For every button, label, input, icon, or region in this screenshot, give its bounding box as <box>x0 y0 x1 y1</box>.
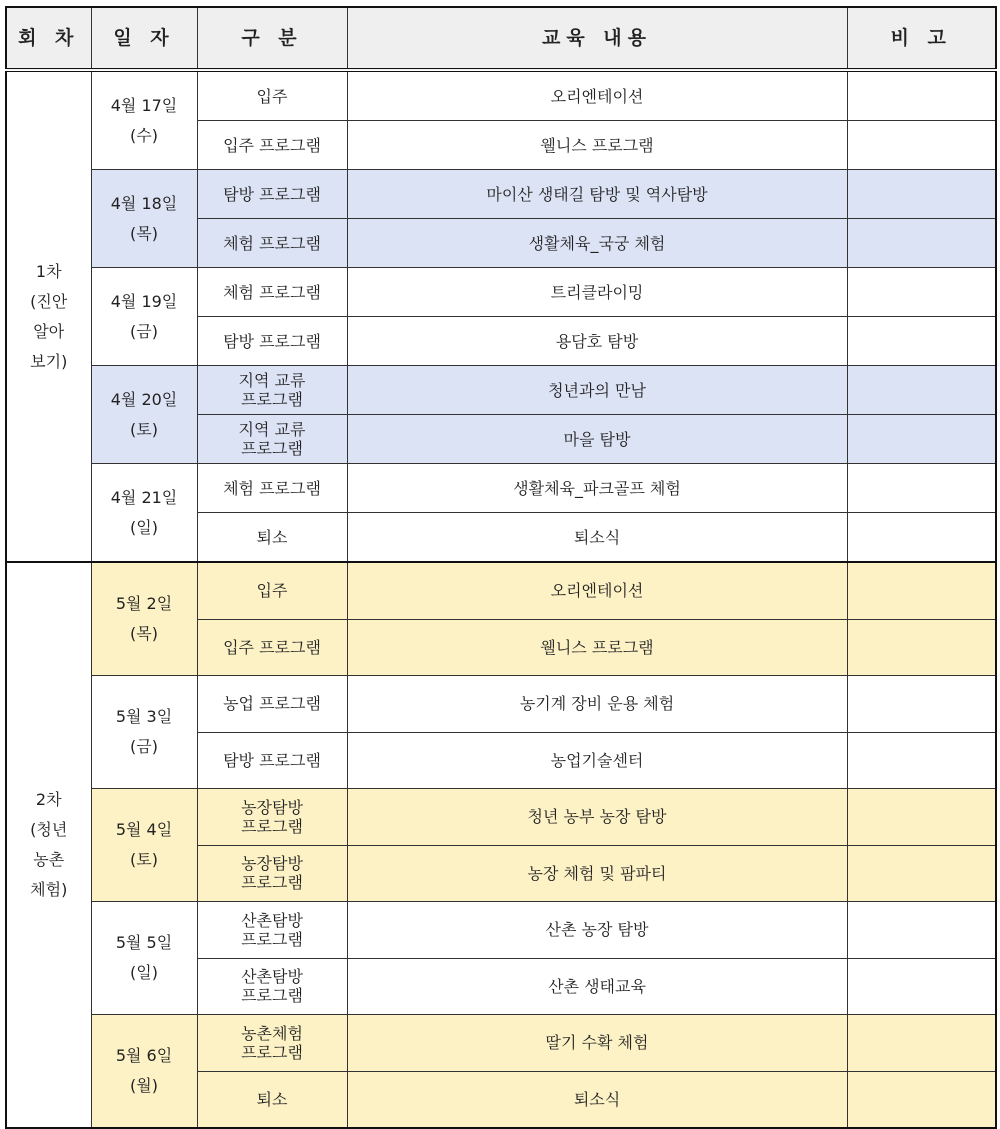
note-cell <box>847 121 996 170</box>
category-cell: 농장탐방 프로그램 <box>197 845 347 902</box>
category-cell: 농촌체험 프로그램 <box>197 1015 347 1072</box>
category-cell: 산촌탐방 프로그램 <box>197 902 347 959</box>
weekday-text: (토) <box>130 850 158 869</box>
content-cell: 청년 농부 농장 탐방 <box>347 789 847 846</box>
table-row <box>6 268 996 317</box>
content-cell: 생활체육_파크골프 체험 <box>347 464 847 513</box>
weekday-text: (금) <box>130 321 158 341</box>
date-cell <box>91 676 197 789</box>
note-cell <box>847 732 996 789</box>
date-cell <box>91 366 197 464</box>
date-text: 5월 2일 <box>115 594 173 613</box>
content-cell: 농장 체험 및 팜파티 <box>347 845 847 902</box>
weekday-text: (수) <box>130 125 158 145</box>
table-row <box>6 70 996 121</box>
schedule-table <box>5 6 997 1129</box>
date-cell <box>91 1015 197 1129</box>
date-text: 4월 21일 <box>110 487 178 507</box>
header-content: 교육 내용 <box>347 7 847 70</box>
table-row <box>6 464 996 513</box>
note-cell <box>847 619 996 676</box>
date-text: 5월 6일 <box>115 1046 173 1065</box>
weekday-text: (금) <box>130 737 158 756</box>
note-cell <box>847 464 996 513</box>
category-cell: 탐방 프로그램 <box>197 170 347 219</box>
category-cell: 지역 교류 프로그램 <box>197 415 347 464</box>
note-cell <box>847 1015 996 1072</box>
category-cell: 체험 프로그램 <box>197 464 347 513</box>
note-cell <box>847 70 996 121</box>
date-cell <box>91 789 197 902</box>
category-cell: 체험 프로그램 <box>197 268 347 317</box>
category-cell: 입주 <box>197 562 347 619</box>
header-row <box>6 7 996 70</box>
content-cell: 오리엔테이션 <box>347 70 847 121</box>
content-cell: 농기계 장비 운용 체험 <box>347 676 847 733</box>
header-date: 일 자 <box>91 7 197 70</box>
table-row <box>6 170 996 219</box>
date-cell <box>91 902 197 1015</box>
date-text: 4월 17일 <box>110 95 178 115</box>
note-cell <box>847 170 996 219</box>
header-note: 비 고 <box>847 7 996 70</box>
date-text: 4월 19일 <box>110 291 178 311</box>
date-text: 5월 5일 <box>115 933 173 952</box>
table-row <box>6 676 996 733</box>
content-cell: 청년과의 만남 <box>347 366 847 415</box>
content-cell: 퇴소식 <box>347 513 847 563</box>
note-cell <box>847 902 996 959</box>
weekday-text: (월) <box>130 1076 158 1095</box>
note-cell <box>847 513 996 563</box>
date-text: 5월 4일 <box>115 820 173 839</box>
content-cell: 산촌 농장 탐방 <box>347 902 847 959</box>
date-cell <box>91 268 197 366</box>
note-cell <box>847 1071 996 1128</box>
note-cell <box>847 958 996 1015</box>
weekday-text: (일) <box>130 963 158 982</box>
content-cell: 오리엔테이션 <box>347 562 847 619</box>
date-cell <box>91 464 197 563</box>
category-cell: 퇴소 <box>197 1071 347 1128</box>
note-cell <box>847 317 996 366</box>
note-cell <box>847 219 996 268</box>
category-cell: 입주 <box>197 70 347 121</box>
note-cell <box>847 789 996 846</box>
content-cell: 마이산 생태길 탐방 및 역사탐방 <box>347 170 847 219</box>
weekday-text: (일) <box>130 517 158 537</box>
date-cell <box>91 562 197 676</box>
header-round: 회 차 <box>6 7 91 70</box>
table-row <box>6 789 996 846</box>
category-cell: 입주 프로그램 <box>197 121 347 170</box>
date-text: 5월 3일 <box>115 707 173 726</box>
table-row <box>6 366 996 415</box>
round-cell: 1차 (진안 알아 보기) <box>6 70 91 562</box>
category-cell: 지역 교류 프로그램 <box>197 366 347 415</box>
content-cell: 용담호 탐방 <box>347 317 847 366</box>
category-cell: 퇴소 <box>197 513 347 563</box>
content-cell: 웰니스 프로그램 <box>347 121 847 170</box>
date-cell <box>91 170 197 268</box>
weekday-text: (목) <box>130 223 158 243</box>
content-cell: 퇴소식 <box>347 1071 847 1128</box>
note-cell <box>847 676 996 733</box>
content-cell: 산촌 생태교육 <box>347 958 847 1015</box>
weekday-text: (목) <box>130 624 158 643</box>
content-cell: 농업기술센터 <box>347 732 847 789</box>
table-body <box>6 70 996 1128</box>
content-cell: 웰니스 프로그램 <box>347 619 847 676</box>
content-cell: 마을 탐방 <box>347 415 847 464</box>
category-cell: 산촌탐방 프로그램 <box>197 958 347 1015</box>
round-cell: 2차 (청년 농촌 체험) <box>6 562 91 1128</box>
category-cell: 탐방 프로그램 <box>197 732 347 789</box>
category-cell: 체험 프로그램 <box>197 219 347 268</box>
content-cell: 딸기 수확 체험 <box>347 1015 847 1072</box>
content-cell: 트리클라이밍 <box>347 268 847 317</box>
note-cell <box>847 562 996 619</box>
table-row <box>6 562 996 619</box>
note-cell <box>847 415 996 464</box>
note-cell <box>847 845 996 902</box>
weekday-text: (토) <box>130 419 158 439</box>
category-cell: 입주 프로그램 <box>197 619 347 676</box>
date-text: 4월 18일 <box>110 193 178 213</box>
table-row <box>6 902 996 959</box>
category-cell: 농업 프로그램 <box>197 676 347 733</box>
table-row <box>6 1015 996 1072</box>
category-cell: 탐방 프로그램 <box>197 317 347 366</box>
note-cell <box>847 366 996 415</box>
category-cell: 농장탐방 프로그램 <box>197 789 347 846</box>
date-cell <box>91 70 197 170</box>
date-text: 4월 20일 <box>110 389 178 409</box>
content-cell: 생활체육_국궁 체험 <box>347 219 847 268</box>
note-cell <box>847 268 996 317</box>
header-category: 구 분 <box>197 7 347 70</box>
